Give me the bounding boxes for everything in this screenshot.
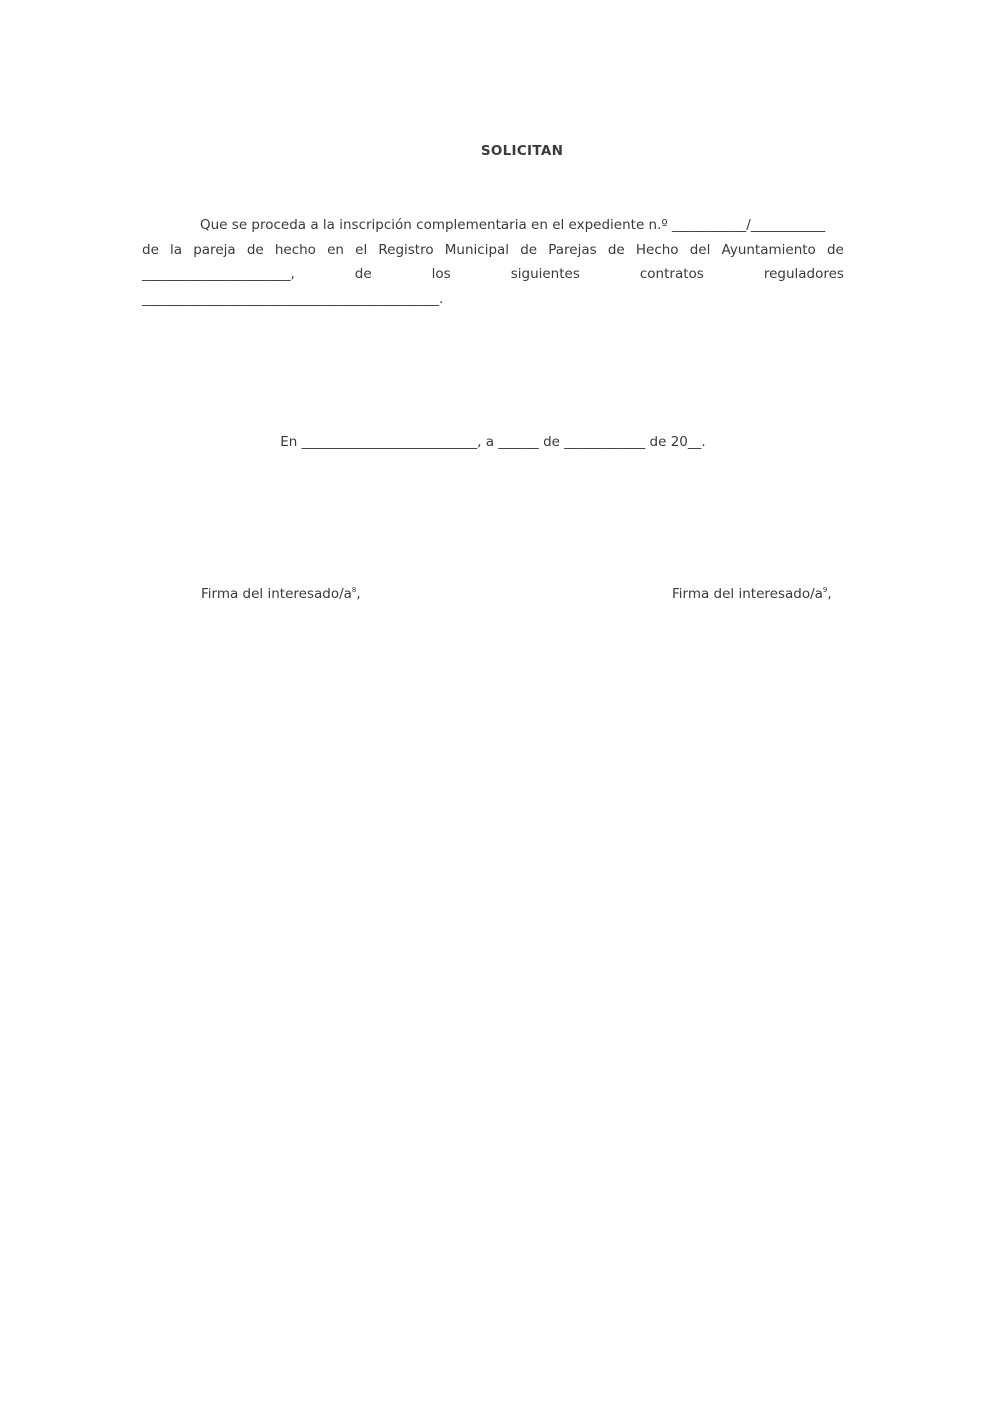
word: Ayuntamiento bbox=[721, 241, 816, 258]
request-paragraph bbox=[142, 213, 844, 312]
signature-left bbox=[201, 586, 361, 602]
word: de bbox=[607, 241, 625, 258]
word: del bbox=[689, 241, 711, 258]
word: hecho bbox=[274, 241, 316, 258]
word: de bbox=[246, 241, 264, 258]
word: de bbox=[826, 241, 844, 258]
word: en bbox=[327, 241, 344, 258]
word: la bbox=[170, 241, 183, 258]
word: el bbox=[355, 241, 368, 258]
place-date-line: En __________________________, a ______ de ____________ de 20__. bbox=[280, 434, 706, 450]
signature-right bbox=[672, 586, 832, 602]
word: siguientes bbox=[510, 266, 580, 283]
paragraph-line-1: Que se proceda a la inscripción complementaria en el expediente n.º ___________/___________ bbox=[200, 217, 826, 233]
word: reguladores bbox=[763, 266, 844, 283]
paragraph-line-2 bbox=[142, 238, 844, 263]
word: contratos bbox=[639, 266, 704, 283]
signature-label: Firma del interesado/a bbox=[672, 586, 823, 602]
signature-suffix: , bbox=[827, 586, 832, 602]
signature-label: Firma del interesado/a bbox=[201, 586, 352, 602]
paragraph-line-4: ____________________________________________. bbox=[142, 291, 444, 308]
signature-suffix: , bbox=[356, 586, 361, 602]
section-heading: SOLICITAN bbox=[480, 143, 564, 159]
word: ______________________, bbox=[142, 266, 295, 283]
footnote-marker: 9 bbox=[822, 586, 828, 594]
word: Municipal bbox=[444, 241, 510, 258]
paragraph-line-3 bbox=[142, 262, 844, 287]
word: de bbox=[354, 266, 372, 283]
word: pareja bbox=[193, 241, 236, 258]
word: Hecho bbox=[635, 241, 679, 258]
footnote-marker: 8 bbox=[351, 586, 357, 594]
word: de bbox=[520, 241, 538, 258]
word: los bbox=[431, 266, 451, 283]
word: Registro bbox=[378, 241, 434, 258]
word: Parejas bbox=[548, 241, 597, 258]
word: de bbox=[142, 241, 159, 258]
